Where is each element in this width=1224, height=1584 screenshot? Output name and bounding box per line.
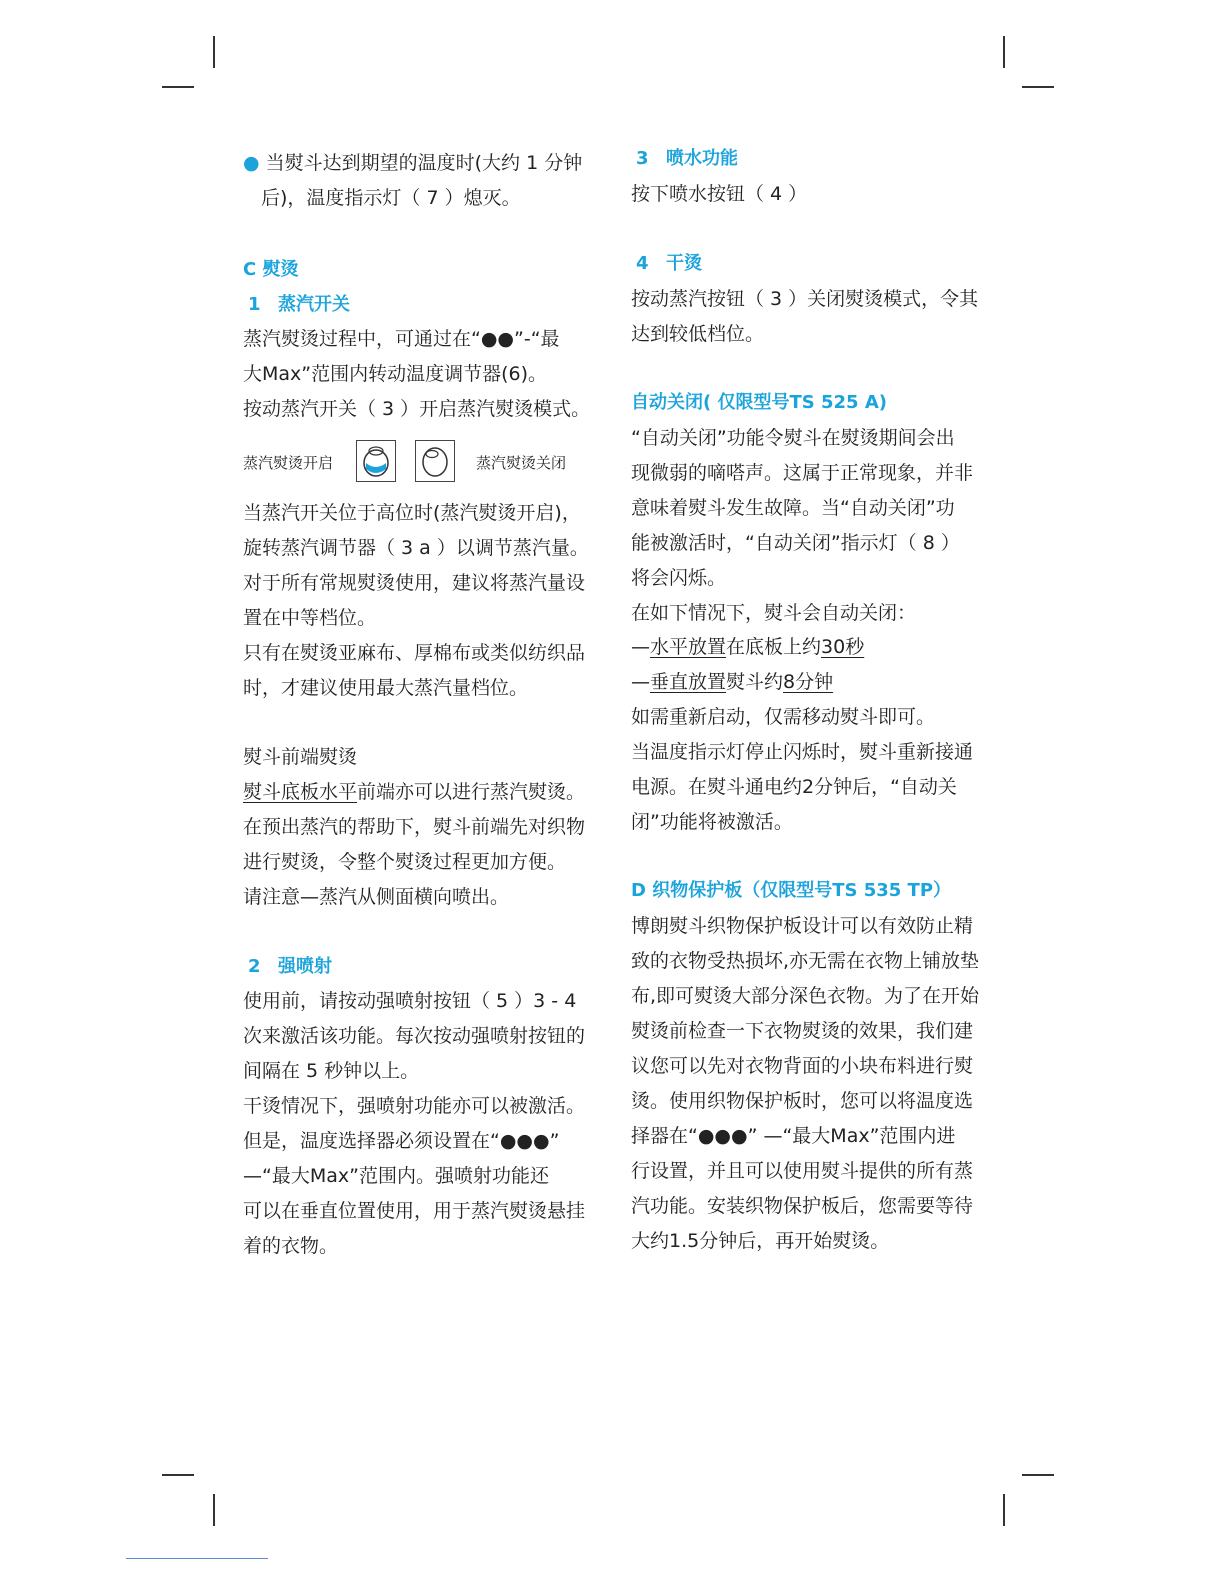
tip-line: 进行熨烫，令整个熨烫过程更加方便。: [243, 851, 567, 873]
sub2-line: 干烫情况下，强喷射功能亦可以被激活。: [243, 1095, 586, 1117]
sub2-line: 但是，温度选择器必须设置在“●●●”: [243, 1130, 560, 1152]
auto-line: 现微弱的嘀嗒声。这属于正常现象，并非: [631, 462, 974, 484]
sub2-line: 使用前，请按动强喷射按钮（ 5 ）3 - 4: [243, 990, 577, 1012]
section-d-line: 熨烫前检查一下衣物熨烫的效果，我们建: [631, 1020, 974, 1042]
crop-mark-br-h: [1022, 1474, 1054, 1476]
section-d-line: 择器在“●●●” —“最大Max”范围内进: [631, 1125, 956, 1147]
sub4-heading: 4 干烫: [636, 253, 702, 274]
section-d-line: 大约1.5分钟后，再开始熨烫。: [631, 1230, 890, 1252]
auto-line: 意味着熨斗发生故障。当“自动关闭”功: [631, 497, 955, 519]
crop-mark-tl-v: [213, 36, 215, 68]
sub1-p2-line: 只有在熨烫亚麻布、厚棉布或类似纺织品: [243, 642, 586, 664]
sub2-line: —“最大Max”范围内。强喷射功能还: [243, 1165, 549, 1187]
auto-line: 能被激活时，“自动关闭”指示灯（ 8 ）: [631, 532, 960, 554]
sub1-p2-line: 时，才建议使用最大蒸汽量档位。: [243, 677, 529, 699]
sub2-heading: 2 强喷射: [248, 956, 332, 977]
section-d-line: 博朗熨斗织物保护板设计可以有效防止精: [631, 915, 974, 937]
crop-mark-bl-v: [213, 1494, 215, 1526]
sub1-p1-line: 蒸汽熨烫过程中，可通过在“●●”-“最: [243, 328, 560, 350]
crop-mark-br-v: [1003, 1494, 1005, 1526]
sub1-p2-line: 对于所有常规熨烫使用，建议将蒸汽量设: [243, 572, 586, 594]
crop-mark-tr-h: [1022, 86, 1054, 88]
auto-line: 在如下情况下，熨斗会自动关闭：: [631, 602, 917, 624]
crop-mark-bl-h: [162, 1474, 194, 1476]
auto-line: 闭”功能将被激活。: [631, 811, 793, 833]
tip-line: 在预出蒸汽的帮助下，熨斗前端先对织物: [243, 816, 586, 838]
sub1-p1-line: 大Max”范围内转动温度调节器(6)。: [243, 363, 548, 385]
steam-on-label: 蒸汽熨烫开启: [243, 454, 334, 472]
section-d-line: 烫。使用织物保护板时，您可以将温度选: [631, 1090, 974, 1112]
steam-off-icon: [415, 440, 455, 482]
auto-off-title: 自动关闭( 仅限型号TS 525 A): [631, 392, 887, 413]
auto-line: 当温度指示灯停止闪烁时，熨斗重新接通: [631, 741, 974, 763]
bullet-line: ● 当熨斗达到期望的温度时(大约 1 分钟: [243, 152, 583, 174]
steam-off-label: 蒸汽熨烫关闭: [476, 454, 567, 472]
sub2-line: 着的衣物。: [243, 1235, 339, 1257]
sub4-line: 达到较低档位。: [631, 323, 765, 345]
steam-on-icon: [356, 440, 396, 482]
bullet-line-2: 后)，温度指示灯（ 7 ）熄灭。: [261, 187, 521, 209]
sub1-p2-line: 置在中等档位。: [243, 607, 377, 629]
section-d-line: 议您可以先对衣物背面的小块布料进行熨: [631, 1055, 974, 1077]
section-c-title: C 熨烫: [243, 259, 299, 280]
bullet-dot-icon: ●: [243, 152, 260, 174]
footer-rule: [126, 1558, 268, 1559]
sub2-line: 间隔在 5 秒钟以上。: [243, 1060, 420, 1082]
auto-line: 如需重新启动，仅需移动熨斗即可。: [631, 706, 936, 728]
auto-horizontal-line: —水平放置在底板上约30秒: [631, 636, 865, 658]
auto-line: 将会闪烁。: [631, 567, 727, 589]
section-d-line: 布,即可熨烫大部分深色衣物。为了在开始: [631, 985, 980, 1007]
section-d-title: D 织物保护板（仅限型号TS 535 TP）: [631, 880, 952, 901]
tip-line: 请注意—蒸汽从侧面横向喷出。: [243, 886, 510, 908]
sub3-line: 按下喷水按钮（ 4 ）: [631, 183, 808, 205]
auto-line: 电源。在熨斗通电约2分钟后，“自动关: [631, 776, 957, 798]
sub1-p2-line: 旋转蒸汽调节器（ 3 a ）以调节蒸汽量。: [243, 537, 589, 559]
section-d-line: 行设置，并且可以使用熨斗提供的所有蒸: [631, 1160, 974, 1182]
crop-mark-tl-h: [162, 86, 194, 88]
sub1-p2-line: 当蒸汽开关位于高位时(蒸汽熨烫开启)，: [243, 502, 581, 524]
crop-mark-tr-v: [1003, 36, 1005, 68]
tip-title: 熨斗前端熨烫: [243, 746, 358, 768]
section-d-line: 汽功能。安装织物保护板后，您需要等待: [631, 1195, 974, 1217]
sub1-heading: 1 蒸汽开关: [248, 294, 350, 315]
section-d-line: 致的衣物受热损坏,亦无需在衣物上铺放垫: [631, 950, 980, 972]
auto-line: “自动关闭”功能令熨斗在熨烫期间会出: [631, 427, 955, 449]
sub4-line: 按动蒸汽按钮（ 3 ）关闭熨烫模式，令其: [631, 288, 979, 310]
sub3-heading: 3 喷水功能: [636, 148, 738, 169]
tip-line: 熨斗底板水平前端亦可以进行蒸汽熨烫。: [243, 781, 586, 803]
sub2-line: 次来激活该功能。每次按动强喷射按钮的: [243, 1025, 586, 1047]
sub1-p1-line: 按动蒸汽开关（ 3 ）开启蒸汽熨烫模式。: [243, 398, 591, 420]
auto-vertical-line: —垂直放置熨斗约8分钟: [631, 671, 834, 693]
sub2-line: 可以在垂直位置使用，用于蒸汽熨烫悬挂: [243, 1200, 586, 1222]
